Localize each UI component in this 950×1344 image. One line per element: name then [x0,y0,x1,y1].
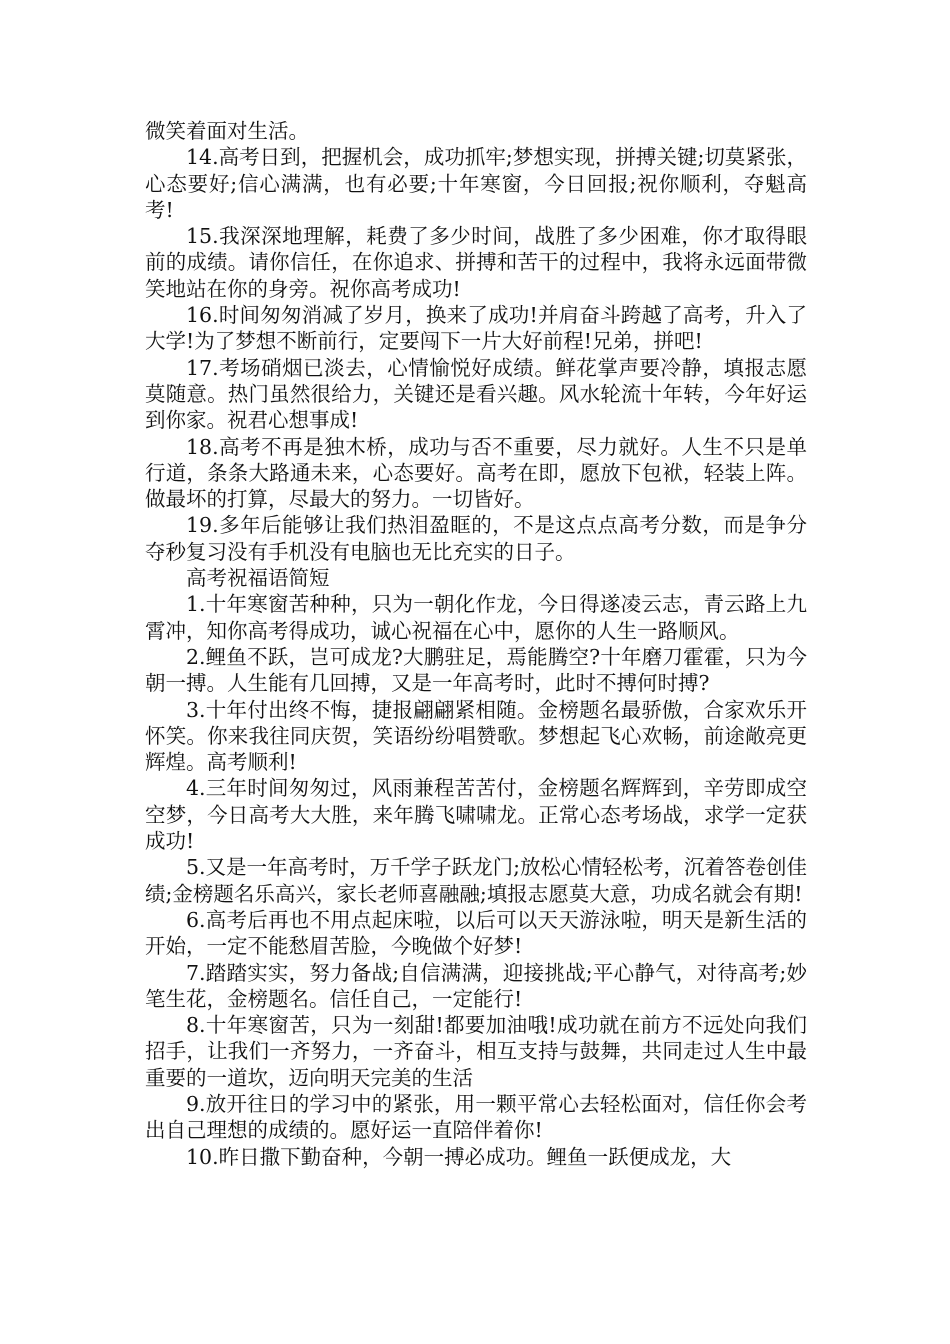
short-wish-item-9: 9.放开往日的学习中的紧张，用一颗平常心去轻松面对，信任你会考出自己理想的成绩的。愿好运一直陪伴着你! [145,1091,807,1143]
paragraph-continuation: 微笑着面对生活。 [145,119,309,143]
wish-item-18: 18.高考不再是独木桥，成功与否不重要，尽力就好。人生不只是单行道，条条大路通未来，心态要好。高考在即，愿放下包袱，轻装上阵。做最坏的打算，尽最大的努力。一切皆好。 [145,434,807,512]
wish-item-17: 17.考场硝烟已淡去，心情愉悦好成绩。鲜花掌声要冷静，填报志愿莫随意。热门虽然很给力，关键还是看兴趣。风水轮流十年转，今年好运到你家。祝君心想事成! [145,355,807,433]
short-wish-item-8: 8.十年寒窗苦，只为一刻甜!都要加油哦!成功就在前方不远处向我们招手，让我们一齐努力，一齐奋斗，相互支持与鼓舞，共同走过人生中最重要的一道坎，迈向明天完美的生活 [145,1013,807,1090]
short-wish-item-2: 2.鲤鱼不跃，岂可成龙?大鹏驻足，焉能腾空?十年磨刀霍霍，只为今朝一搏。人生能有几回搏，又是一年高考时，此时不搏何时搏? [145,644,807,696]
short-wish-item-3: 3.十年付出终不悔，捷报翩翩紧相随。金榜题名最骄傲，合家欢乐开怀笑。你来我往同庆贺，笑语纷纷唱赞歌。梦想起飞心欢畅，前途敞亮更辉煌。高考顺利! [145,697,807,775]
wish-item-14: 14.高考日到，把握机会，成功抓牢;梦想实现，拼搏关键;切莫紧张，心态要好;信心满满，也有必要;十年寒窗，今日回报;祝你顺利，夺魁高考! [145,145,807,222]
short-wish-item-10: 10.昨日撒下勤奋种，今朝一搏必成功。鲤鱼一跃便成龙，大 [186,1144,732,1169]
document-body [145,118,807,1170]
short-wish-item-7: 7.踏踏实实，努力备战;自信满满，迎接挑战;平心静气，对待高考;妙笔生花，金榜题名。信任自己，一定能行! [145,960,807,1011]
short-wish-item-1: 1.十年寒窗苦种种，只为一朝化作龙，今日得遂凌云志，青云路上九霄冲，知你高考得成功，诚心祝福在心中，愿你的人生一路顺风。 [145,592,807,643]
wish-item-15: 15.我深深地理解，耗费了多少时间，战胜了多少困难，你才取得眼前的成绩。请你信任，在你追求、拼搏和苦干的过程中，我将永远面带微笑地站在你的身旁。祝你高考成功! [145,224,807,301]
wish-item-19: 19.多年后能够让我们热泪盈眶的，不是这点点高考分数，而是争分夺秒复习没有手机没有电脑也无比充实的日子。 [145,513,807,564]
short-wish-item-4: 4.三年时间匆匆过，风雨兼程苦苦付，金榜题名辉辉到，辛劳即成空空梦，今日高考大大胜，来年腾飞啸啸龙。正常心态考场战，求学一定获成功! [145,776,807,854]
section-heading: 高考祝福语简短 [186,566,330,591]
wish-item-16: 16.时间匆匆消减了岁月，换来了成功!并肩奋斗跨越了高考，升入了大学!为了梦想不断前行，定要闯下一片大好前程!兄弟，拼吧! [145,303,807,354]
short-wish-item-5: 5.又是一年高考时，万千学子跃龙门;放松心情轻松考，沉着答卷创佳绩;金榜题名乐高兴，家长老师喜融融;填报志愿莫大意，功成名就会有期! [145,855,807,906]
short-wish-item-6: 6.高考后再也不用点起床啦，以后可以天天游泳啦，明天是新生活的开始，一定不能愁眉苦脸，今晚做个好梦! [145,907,807,959]
